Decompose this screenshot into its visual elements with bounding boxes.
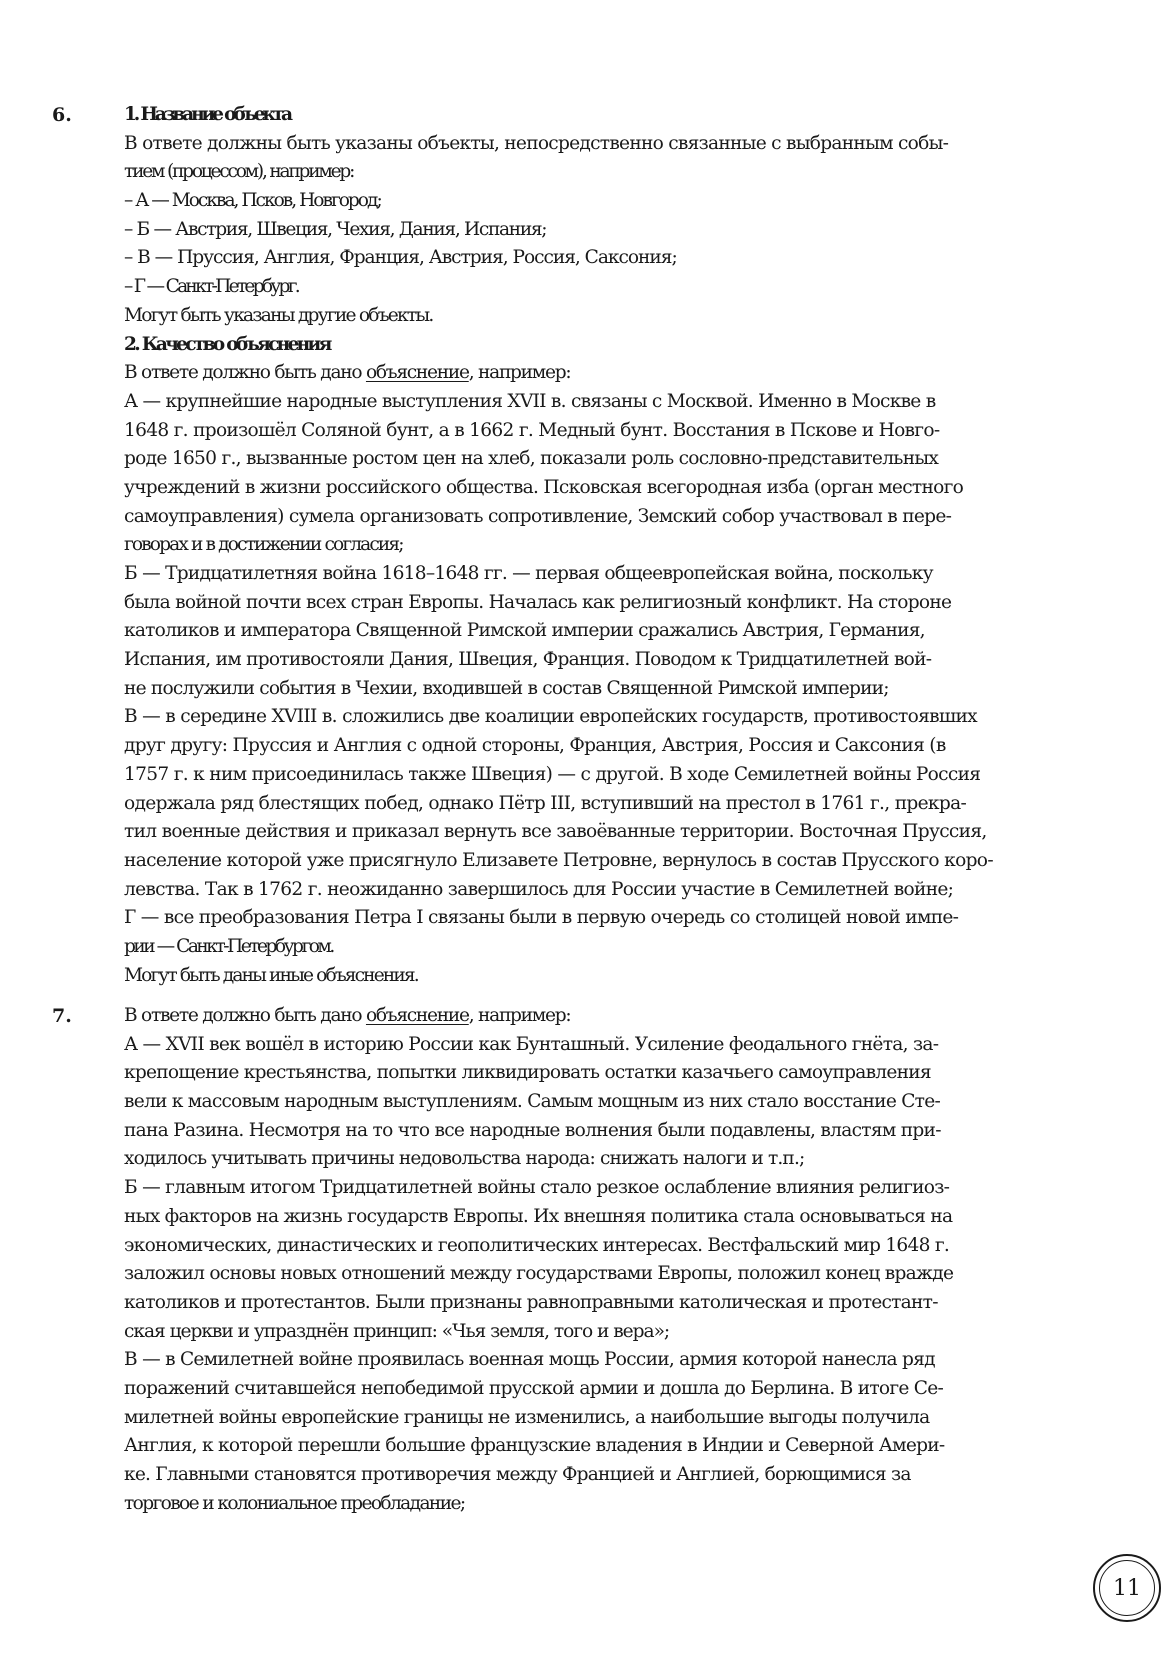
line-text-end: , например:: [468, 1005, 571, 1026]
text-line: роде 1650 г., вызванные ростом цен на хлеб, показали роль сословно-представительных: [124, 448, 939, 470]
text-line: экономических, династических и геополитических интересах. Вестфальский мир 1648 г.: [124, 1234, 950, 1256]
item-number: 7.: [52, 1005, 72, 1027]
underlined-term: объяснение: [365, 1005, 469, 1026]
text-line: ке. Главными становятся противоречия между Францией и Англией, борющимися за: [124, 1464, 911, 1485]
text-line: левства. Так в 1762 г. неожиданно завершилось для России участие в Семилетней войне;: [124, 878, 954, 900]
text-line: рии — Санкт-Петербургом.: [124, 935, 333, 957]
text-line: католиков и императора Священной Римской империи сражались Австрия, Германия,: [124, 620, 925, 642]
text-line: тием (процессом), например:: [124, 161, 354, 183]
text-line: католиков и протестантов. Были признаны равноправными католическая и протестант-: [124, 1291, 938, 1313]
text-line: ходилось учитывать причины недовольства народа: снижать налоги и т.п.;: [124, 1148, 805, 1170]
underlined-term: объяснение: [365, 362, 469, 384]
page-number-badge: [1093, 1554, 1161, 1622]
text-line: ных факторов на жизнь государств Европы. Их внешняя политика стала основываться на: [124, 1205, 953, 1227]
text-line: Англия, к которой перешли большие французские владения в Индии и Северной Амери-: [124, 1435, 945, 1457]
item-body: [124, 1002, 1124, 1518]
section-heading: 1. Название объекта: [124, 104, 290, 125]
text-line: 1757 г. к ним присоединилась также Швеция) — с другой. В ходе Семилетней войны Россия: [124, 763, 981, 785]
section-heading: 2. Качество объяснения: [124, 333, 330, 355]
text-line: Б — главным итогом Тридцатилетней войны стало резкое ослабление влияния религиоз-: [124, 1177, 950, 1199]
text-line: вели к массовым народным выступлениям. Самым мощным из них стало восстание Сте-: [124, 1091, 940, 1113]
text-line: население которой уже присягнуло Елизавете Петровне, вернулось в состав Прусского коро-: [124, 849, 993, 871]
line-text-end: , например:: [468, 362, 571, 384]
text-line: милетней войны европейские границы не изменились, а наибольшие выгоды получила: [124, 1406, 930, 1428]
text-line: – А — Москва, Псков, Новгород;: [124, 190, 381, 212]
text-line: тил военные действия и приказал вернуть все завоёванные территории. Восточная Пруссия,: [124, 821, 987, 843]
text-line: В ответе должны быть указаны объекты, непосредственно связанные с выбранным собы-: [124, 132, 949, 154]
text-line: учреждений в жизни российского общества. Псковская всегородная изба (орган местного: [124, 476, 964, 498]
text-line: А — крупнейшие народные выступления XVII в. связаны с Москвой. Именно в Москве в: [124, 390, 936, 412]
text-line: пана Разина. Несмотря на то что все народные волнения были подавлены, властям при-: [124, 1119, 941, 1141]
text-line: заложил основы новых отношений между государствами Европы, положил конец вражде: [124, 1263, 954, 1285]
text-line: друг другу: Пруссия и Англия с одной стороны, Франция, Австрия, Россия и Саксония (в: [124, 735, 946, 757]
text-line: – Г — Санкт-Петербург.: [124, 276, 298, 298]
text-line: Г — все преобразования Петра I связаны были в первую очередь со столицей новой импе-: [124, 907, 959, 929]
text-line-with-underline: [124, 359, 1124, 388]
text-line: – Б — Австрия, Швеция, Чехия, Дания, Испания;: [124, 218, 547, 240]
text-line: А — XVII век вошёл в историю России как Бунташный. Усиление феодального гнёта, за-: [124, 1033, 939, 1055]
line-text-start: В ответе должно быть дано: [124, 1005, 366, 1026]
text-line: 1648 г. произошёл Соляной бунт, а в 1662 г. Медный бунт. Восстания в Пскове и Новго-: [124, 419, 940, 441]
text-line: Могут быть даны иные объяснения.: [124, 964, 418, 986]
text-line: крепощение крестьянства, попытки ликвидировать остатки казачьего самоуправления: [124, 1062, 931, 1084]
text-line: говорах и в достижении согласия;: [124, 534, 403, 556]
text-line: В — в Семилетней войне проявилась военная мощь России, армия которой нанесла ряд: [124, 1349, 935, 1371]
text-line: торговое и колониальное преобладание;: [124, 1492, 465, 1514]
text-line: Могут быть указаны другие объекты.: [124, 304, 433, 326]
text-line: ская церкви и упразднён принцип: «Чья земля, того и вера»;: [124, 1320, 670, 1342]
text-line: Испания, им противостояли Дания, Швеция, Франция. Поводом к Тридцатилетней вой-: [124, 649, 932, 671]
text-line: была войной почти всех стран Европы. Началась как религиозный конфликт. На стороне: [124, 591, 952, 613]
page-number: 11: [1099, 1560, 1155, 1616]
text-line-with-underline: [124, 1002, 1124, 1031]
text-line: самоуправления) сумела организовать сопротивление, Земский собор участвовал в пере-: [124, 505, 952, 527]
item-body: [124, 101, 1124, 990]
text-line: не послужили события в Чехии, входившей в состав Священной Римской империи;: [124, 677, 889, 699]
text-line: поражений считавшейся непобедимой прусской армии и дошла до Берлина. В итоге Се-: [124, 1377, 944, 1399]
text-line: В — в середине XVIII в. сложились две коалиции европейских государств, противостоявших: [124, 706, 977, 728]
item-number: 6.: [52, 104, 72, 126]
text-line: Б — Тридцатилетняя война 1618–1648 гг. — первая общеевропейская война, поскольку: [124, 563, 933, 584]
text-line: одержала ряд блестящих побед, однако Пётр III, вступивший на престол в 1761 г., прекра-: [124, 792, 967, 814]
text-line: – В — Пруссия, Англия, Франция, Австрия, Россия, Саксония;: [124, 247, 677, 269]
line-text-start: В ответе должно быть дано: [124, 362, 366, 384]
